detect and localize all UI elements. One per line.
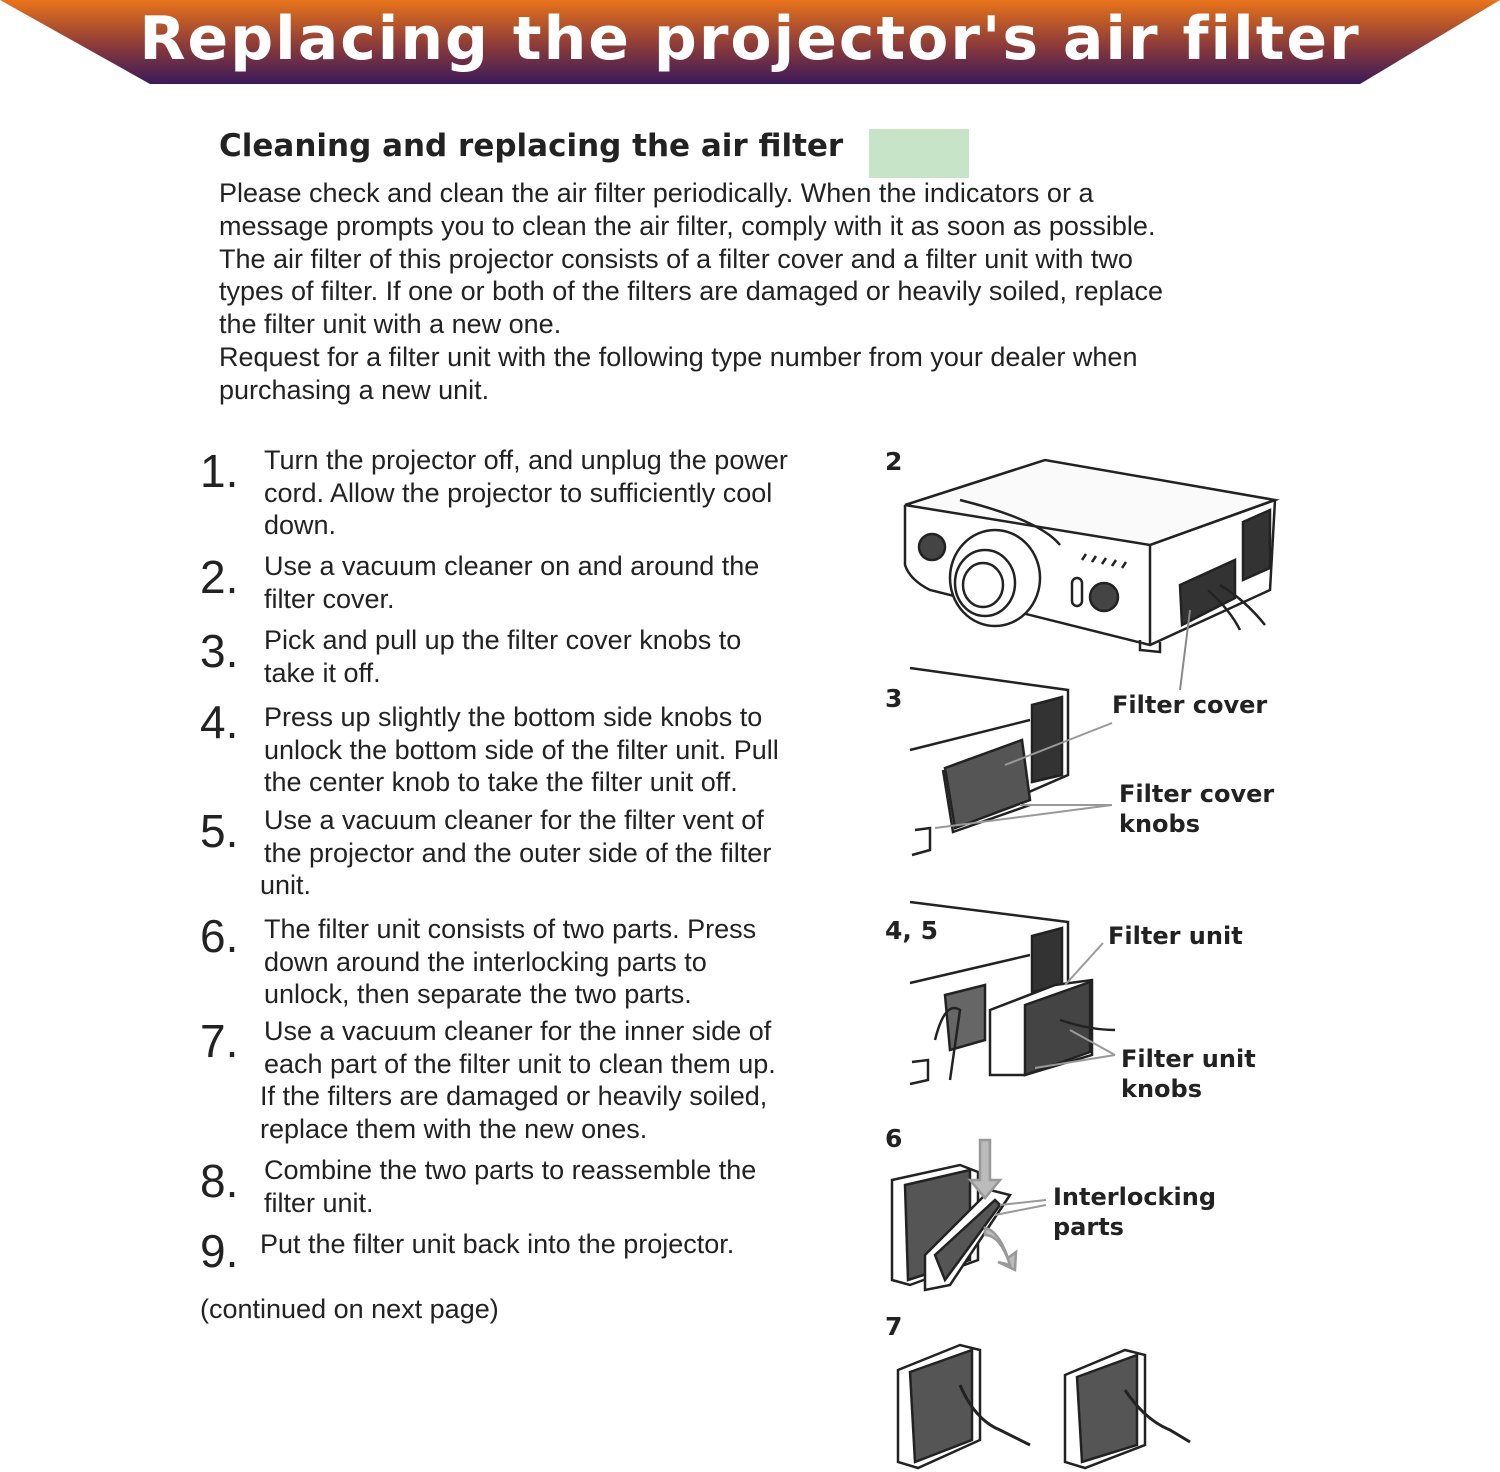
banner-title: Replacing the projector's air filter: [139, 4, 1361, 74]
callout-line: Filter cover: [1119, 780, 1275, 808]
step-line: filter cover.: [264, 583, 395, 614]
step-number: 5.: [200, 805, 239, 857]
figure-label: 3: [885, 684, 903, 713]
step-line: unlock, then separate the two parts.: [264, 979, 692, 1009]
callout-line: parts: [1053, 1213, 1124, 1241]
figure-label: 2: [885, 447, 903, 476]
vacuum-illustration: [898, 1345, 1190, 1468]
step-number: 8.: [200, 1155, 239, 1207]
callout-line: Filter cover: [1112, 691, 1268, 719]
step-number: 9.: [200, 1225, 239, 1277]
step-number: 7.: [200, 1015, 239, 1067]
intro-line: Please check and clean the air filter periodically. When the indicators or a: [219, 178, 1094, 208]
callout-line: Interlocking: [1053, 1183, 1216, 1211]
step-number: 1.: [200, 445, 239, 497]
callout-filter-unit: [1108, 921, 1243, 951]
callout-line: Filter unit: [1108, 922, 1243, 950]
step-line: Put the filter unit back into the projector.: [260, 1229, 735, 1259]
step-line: the projector and the outer side of the filter: [264, 837, 772, 868]
step-line: unlock the bottom side of the filter unit. Pull: [264, 734, 779, 765]
projector-illustration: [905, 460, 1275, 690]
section-heading: Cleaning and replacing the air filter: [219, 128, 844, 164]
callout-line: Filter unit: [1121, 1045, 1256, 1073]
step-line: unit.: [260, 870, 312, 900]
intro-line: The air filter of this projector consists of a filter cover and a filter unit with two: [219, 243, 1133, 274]
intro-line: Request for a filter unit with the following type number from your dealer when: [219, 341, 1138, 372]
intro-line: purchasing a new unit.: [219, 374, 490, 405]
callout-line: knobs: [1121, 1075, 1202, 1103]
figure-label: 7: [885, 1312, 903, 1341]
intro-line: message prompts you to clean the air filter, comply with it as soon as possible.: [219, 210, 1156, 241]
filter-cover-illustration: [910, 668, 1112, 855]
step-number: 3.: [200, 625, 239, 677]
intro-line: the filter unit with a new one.: [219, 309, 562, 340]
step-line: Turn the projector off, and unplug the power: [264, 445, 788, 475]
step-line: the center knob to take the filter unit off.: [264, 767, 738, 797]
step-line: Combine the two parts to reassemble the: [264, 1155, 757, 1185]
step-number: 4.: [200, 696, 239, 748]
callout-interlocking-parts: [1053, 1182, 1216, 1242]
figure-label: 6: [885, 1124, 903, 1153]
callout-line: knobs: [1119, 810, 1200, 838]
filter-unit-illustration: [910, 902, 1115, 1084]
step-line: Use a vacuum cleaner for the inner side of: [264, 1016, 772, 1046]
callout-filter-cover: [1112, 690, 1267, 720]
step-line: The filter unit consists of two parts. Press: [264, 914, 757, 944]
step-line: down.: [264, 510, 337, 540]
step-line: each part of the filter unit to clean them up.: [264, 1048, 776, 1079]
step-line: Pick and pull up the filter cover knobs to: [264, 625, 742, 655]
callout-filter-unit-knobs: [1121, 1044, 1256, 1104]
step-line: If the filters are damaged or heavily soiled,: [260, 1081, 768, 1111]
step-line: Use a vacuum cleaner on and around the: [264, 551, 760, 581]
figure-label: 4, 5: [885, 916, 938, 945]
step-line: Press up slightly the bottom side knobs to: [264, 702, 763, 732]
continued-note: (continued on next page): [200, 1294, 499, 1324]
step-line: Use a vacuum cleaner for the filter vent of: [264, 805, 764, 835]
step-number: 2.: [200, 551, 239, 603]
step-line: filter unit.: [264, 1187, 374, 1218]
intro-line: types of filter. If one or both of the filters are damaged or heavily soiled, replace: [219, 276, 1164, 307]
callout-filter-cover-knobs: [1119, 779, 1274, 839]
step-line: cord. Allow the projector to sufficiently cool: [264, 477, 773, 508]
step-number: 6.: [200, 910, 239, 962]
step-line: down around the interlocking parts to: [264, 946, 707, 977]
step-line: replace them with the new ones.: [260, 1113, 648, 1144]
step-line: take it off.: [264, 657, 381, 688]
interlocking-illustration: [892, 1140, 1046, 1290]
